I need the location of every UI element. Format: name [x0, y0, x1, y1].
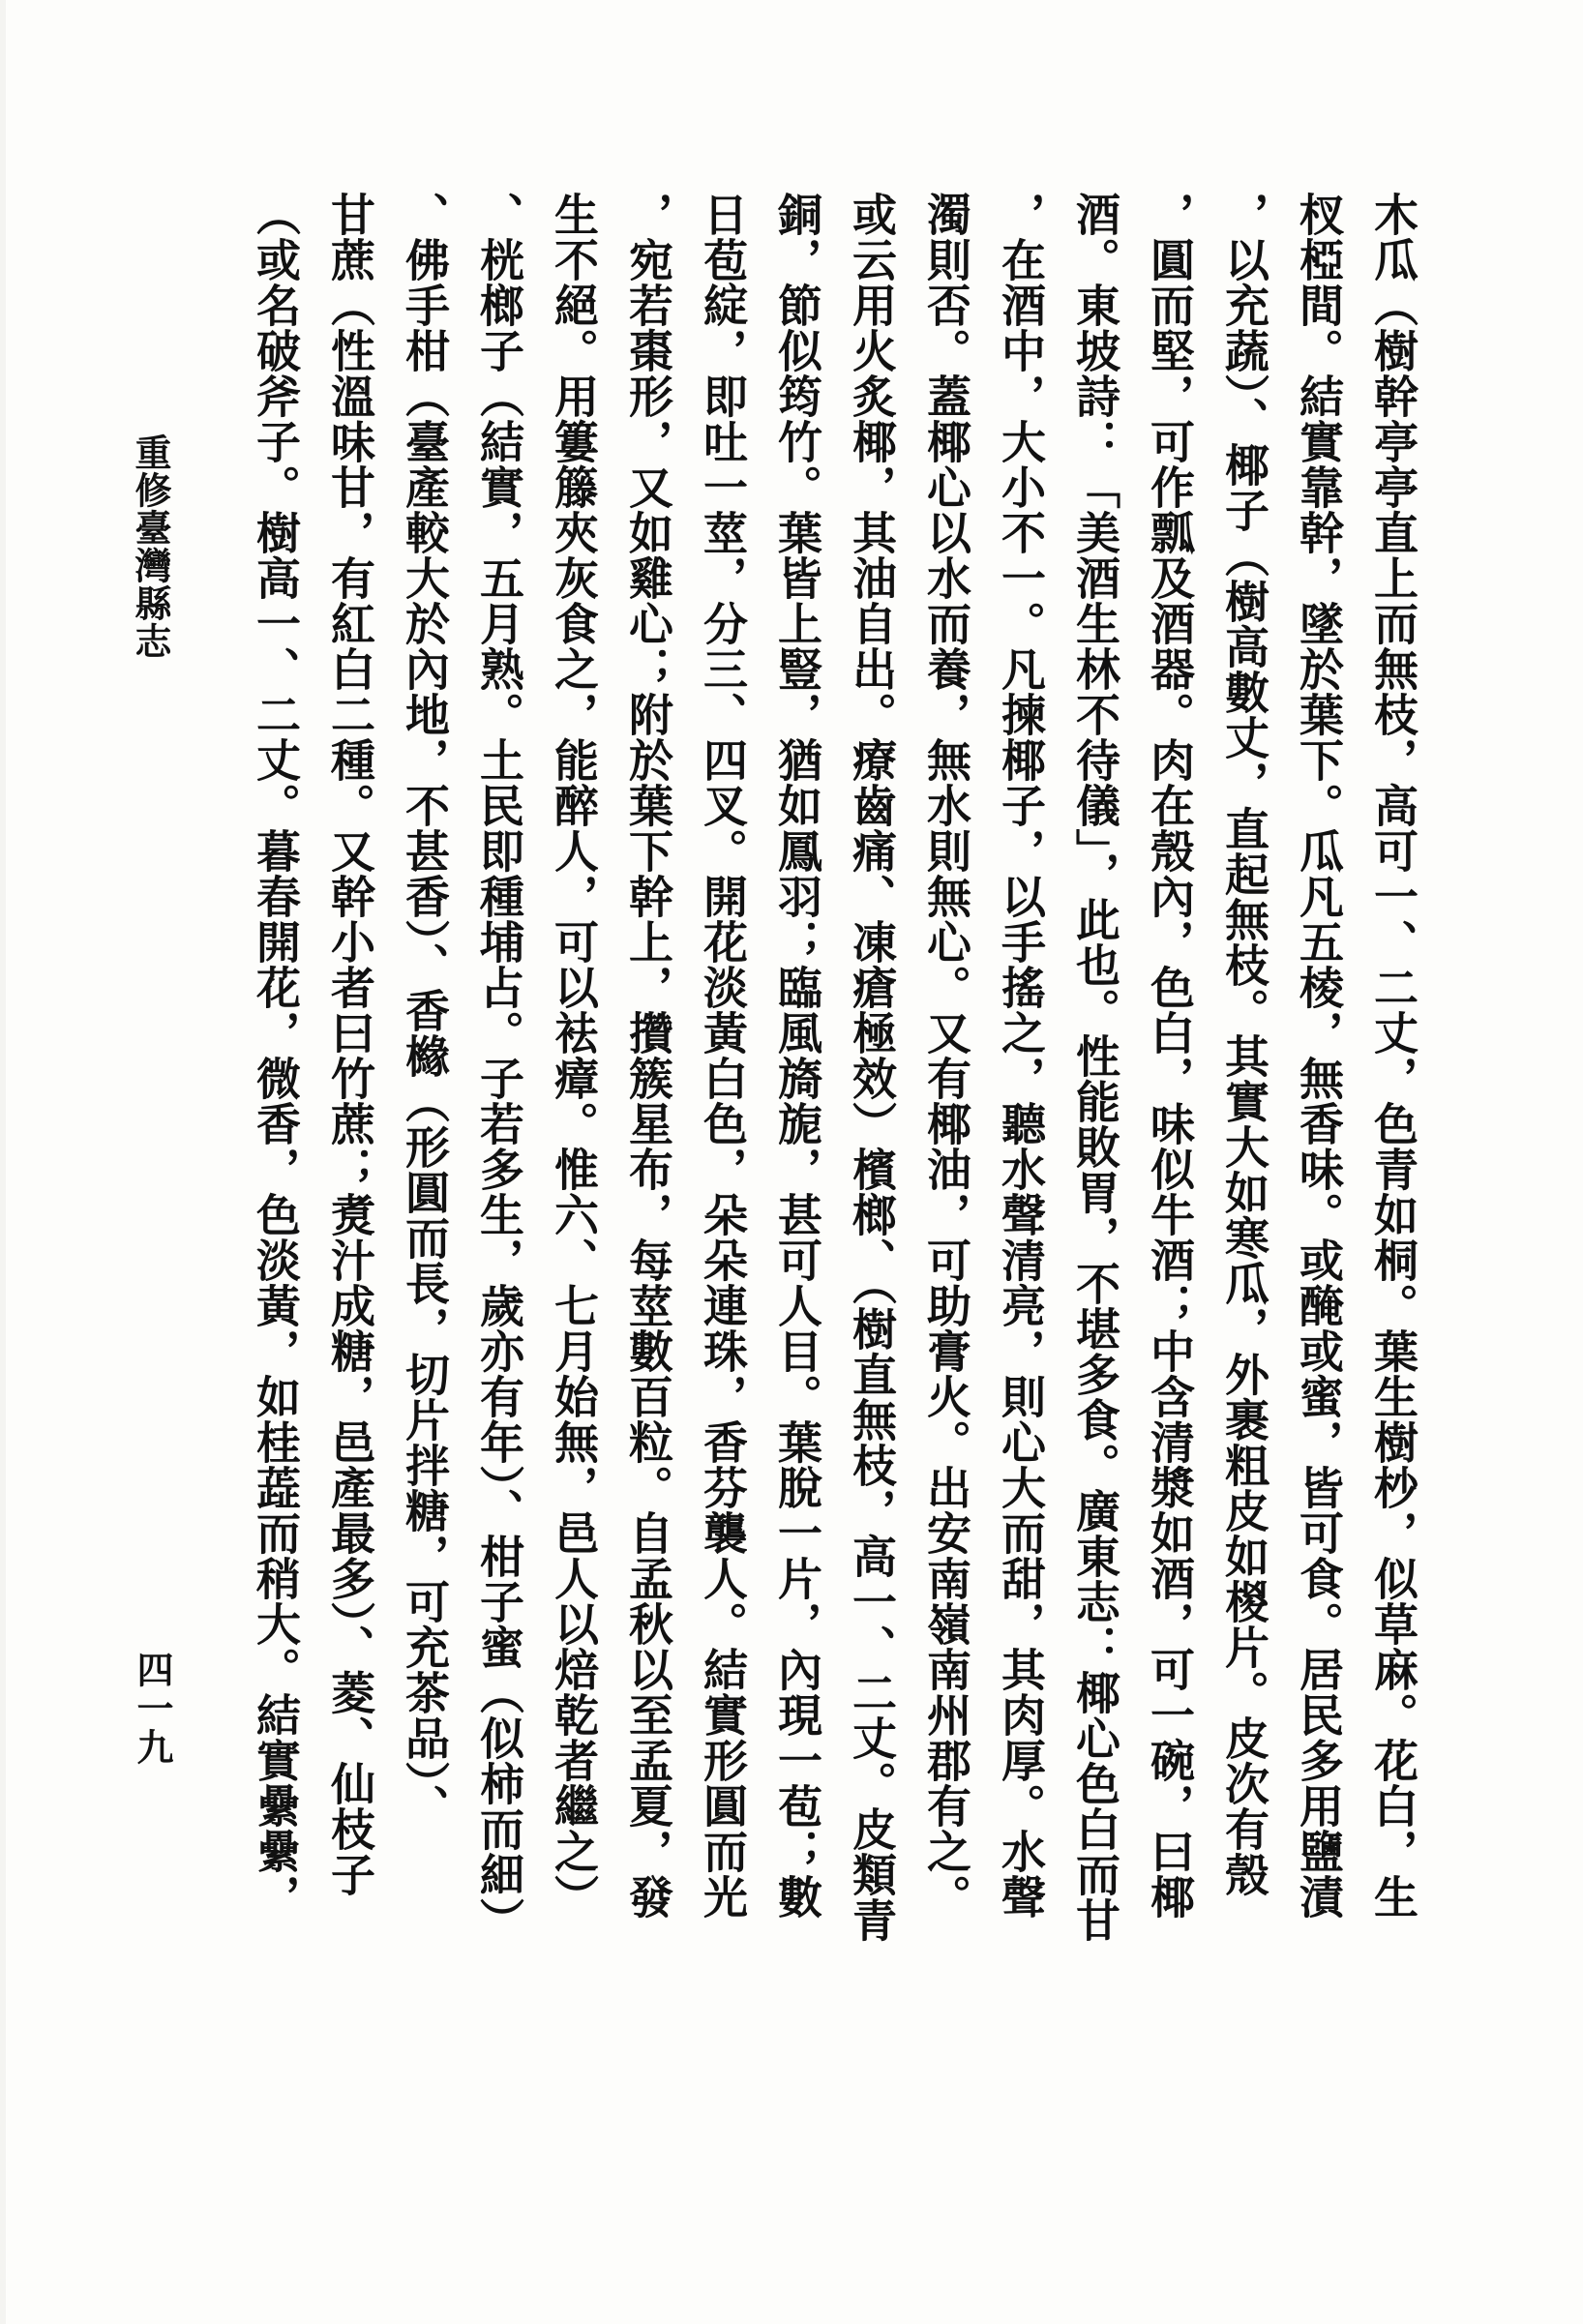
- page-number: 四一九: [131, 1651, 171, 1767]
- text-column: 濁則否。蓋椰心以水而養，無水則無心。又有椰油，可助膏火。出安南嶺南州郡有之。: [921, 192, 971, 1920]
- text-column: ，以充蔬）、椰子（樹高數丈，直起無枝。其實大如寒瓜，外裹粗皮如椶片。皮次有殼: [1219, 192, 1269, 1897]
- book-title: 重修臺灣縣志: [129, 433, 169, 660]
- text-column: 日苞綻，即吐一莖，分三、四叉。開花淡黃白色，朵朵連珠，香芬襲人。結實形圓而光: [698, 192, 747, 1920]
- text-column: 酒。東坡詩：「美酒生林不待儀」，此也。性能敗胃，不堪多食。廣東志：椰心色白而甘: [1070, 192, 1120, 1943]
- text-column: 杈椏間。結實靠幹，墜於葉下。瓜凡五棱，無香味。或醃或蜜，皆可食。居民多用鹽漬: [1294, 192, 1343, 1920]
- text-column: ，在酒中，大小不一。凡揀椰子，以手搖之，聽水聲清亮，則心大而甜，其肉厚。水聲: [996, 192, 1045, 1920]
- text-column: 木瓜（樹幹亭亭直上而無枝，高可一、二丈，色青如桐。葉生樹杪，似草麻。花白，生: [1368, 192, 1418, 1920]
- text-column: ，宛若棗形，又如雞心；附於葉下幹上，攢簇星布，每莖數百粒。自孟秋以至孟夏，發: [623, 192, 672, 1920]
- text-column: 甘蔗（性溫味甘，有紅白二種。又幹小者曰竹蔗；煑汁成糖，邑產最多）、菱、仙枝子: [325, 192, 374, 1897]
- text-column: 或云用火炙椰，其油自出。療齒痛、凍瘡極效）檳榔、（樹直無枝，高一、二丈。皮類青: [847, 192, 896, 1943]
- text-column: （或名破斧子。樹高一、二丈。暮春開花，微香，色淡黃，如桂蕋而稍大。結實纍纍，: [251, 192, 300, 1920]
- text-column: ，圓而堅，可作瓢及酒器。肉在殼內，色白，味似牛酒；中含清漿如酒，可一碗，曰椰: [1145, 192, 1194, 1920]
- text-columns: [238, 192, 1430, 1952]
- scan-edge-artifact: [0, 0, 6, 2324]
- text-column: 銅，節似筠竹。葉皆上豎，猶如鳳羽；臨風旖旎，甚可人目。葉脫一片，內現一苞；數: [772, 192, 821, 1920]
- text-column: 、佛手柑（臺產較大於內地，不甚香）、香櫞（形圓而長，切片拌糖，可充茶品）、: [400, 192, 449, 1830]
- text-column: 生不絕。用簍籐夾灰食之，能醉人，可以袪瘴。惟六、七月始無，邑人以焙乾者繼之）: [549, 192, 598, 1920]
- text-column: 、桄榔子（結實，五月熟。土民即種埔占。子若多生，歲亦有年）、柑子蜜（似柿而細）: [474, 192, 523, 1943]
